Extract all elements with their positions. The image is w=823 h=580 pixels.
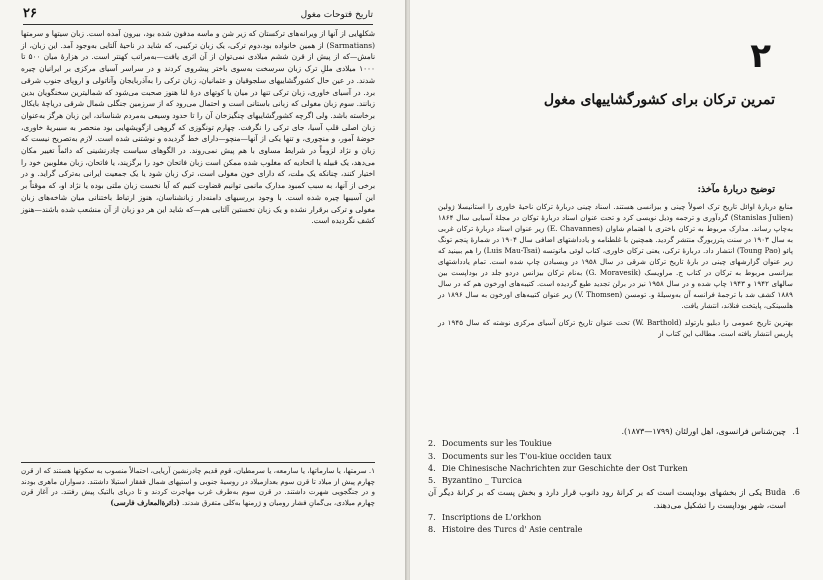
bibliography-item	[428, 524, 800, 536]
right-page	[410, 0, 823, 580]
bibliography-number: 8.	[428, 525, 436, 535]
bibliography-number: 5.	[428, 476, 436, 486]
bibliography-item	[428, 512, 800, 524]
section-body	[438, 201, 793, 339]
bibliography-text: Documents sur les Toukiue	[442, 439, 552, 449]
bibliography-item	[428, 451, 800, 463]
bibliography-item	[428, 475, 800, 487]
bibliography-number: 1.	[792, 427, 800, 436]
bibliography-text: Inscriptions de L'orkhon	[442, 513, 542, 523]
bibliography-notes	[428, 426, 800, 537]
chapter-number: ۲	[750, 36, 771, 76]
footnote-divider	[21, 462, 375, 463]
bibliography-text: چین‌شناس فرانسوی، اهل اورلئان (۱۷۹۹—۱۸۷۳).	[621, 427, 786, 436]
footnote-text: ۱. سرمتها، یا سارماتها، یا سارمعه، یا سرمطیان، قوم قدیم چادرنشین آریایی، احتمالاً منسوب به سکوتها هستند که از قرن چهارم پیش از میلاد تا قرن سوم بعدازمیلاد در روسیهٔ جنوبی و استپهای شمال قفقاز استیلا داشتند. دسواران ماهری بودند و در جنگجویی شهرت داشتند. در قرن سوم به‌طرف غرب مهاجرت کردند و تا دریای بالتیک پیش رفتند. در آغاز قرن چهارم میلادی، بی‌گمانِ فشار رومیان و ژرمنها به‌کلی متفرق شدند.	[21, 466, 375, 507]
chapter-title: تمرین ترکان برای کشورگشاییهای مغول	[543, 92, 775, 108]
body-text: شکلهایی از آنها از ویرانه‌های ترکستان که زیر شن و ماسه مدفون شده بود، بیرون آمده است. زبان سیتها و سرمتها (Sarmatians) از همین خانواده بود،دوم ترکی، یک زبان ترکیبی، که شاید در ناحیهٔ آلتایی به‌وجود آمد. این زبان، از نامش—که از پیش از قرن ششم میلادی نمی‌توان از آن اثری یافت—به‌مراتب کهنتر است. در هزارهٔ میان ۵۰۰ تا ۱۰۰۰ میلادی مللِ ترک زبان سرسخت به‌سوی باختر پیشروی کردند و در سراسر آسیای مرکزی بر ایرانیان چیره شدند. در عین حال کشورگشاییهای سلجوقیان و عثمانیان، زبان ترکی را به‌آذربایجان وآناتولی و اروپای جنوب شرقی برد. در آسیای خاوری، زبان ترکی تنها در میان یا کوتهای درهٔ لنا هنوز صحبت می‌شود که شمالیترین سخنگویان بدین زبانند. سوم زبان مغولی که زبانی باستانی است و احتمال می‌رود که از سرزمین جنگلی شمال شرقی دریاچهٔ بایکال برخاسته باشد. ولی اگرچه کشورگشاییهای چنگیزخان آن را تا حدود وسیعی به‌مردم شناساند، این زبان هرگز به‌عنوان زبان اصلی قلب آسیا، جای ترکی را نگرفت. چهارم تونگوزی که گروهی ازگویشهایی بود منحصر به سیبریهٔ خاوری، حوضهٔ آمور، و منچوری، و تنها یکی از آنها—منچو—دارای خط گردیده و نوشتنی شده است. لازم به‌تصریح نیست که زبان و نژاد لزوماً در شرایط مساوی با هم پیش نمی‌روند. در الگوهای سیاست چادرنشینی که دائماً تغییر مکان می‌دهد، یک قبیله یا اتحادیه که مغلوب شده ممکن است زبان فاتحان خود را برگزیند، یا فاتحان، زبان مغلوبین خود را اختیار کنند، چنانکه یک ملت، که دارای خون مغولی است، ترک زبان شود یا یک جمعیت ایرانی به‌ترکی گراید. و در برخی از آنها، به سبب کمبود مدارک مانمی توانیم قضاوت کنیم که آیا نخست زبان ملتی بوده یا نژاد او، که موقتاً بر این آسیبها چیره شده است. با وجود بررسیهای دامنه‌دار زبانشناسان، هنوز ارتباط باختنانی میان شاخه‌های زبان مغولی و ترکی برقرار نشده و یک زبان نخستین آلتایی هم—که شاید این هر دو زبان از آن منشعب شده باشند—هنوز کشف نگردیده است.	[21, 29, 375, 226]
bibliography-number: 2.	[428, 439, 436, 449]
bibliography-text: Die Chinesische Nachrichten zur Geschichte der Ost Turken	[442, 463, 688, 473]
left-page	[0, 0, 407, 580]
footnote	[21, 466, 375, 508]
bibliography-number: 7.	[428, 513, 436, 523]
bibliography-item	[428, 463, 800, 475]
footnote-source: (دائرةالمعارف فارسی)	[110, 497, 180, 507]
bibliography-number: 4.	[428, 463, 436, 473]
bibliography-item	[428, 438, 800, 450]
section-paragraph-1: منابع دربارهٔ اوائل تاریخ ترک اصولاً چینی و بیزانسی هستند. اسناد چینی دربارهٔ ترکان ناحیهٔ خاوری را استانیسلا ژولین (Stanislas Julien) گردآوری و ترجمه وذیل نویسی کرد و تحت عنوان اسناد دربارهٔ توکان در مجلهٔ آسیایی سال ۱۸۶۴ به‌چاپ رساند. مدارک مربوط به ترکان باختری با اهتمام شاوان (E. Chavannes) زیر عنوان اسناد دربارهٔ ترکان غربی به سال ۱۹۰۳ در سنت پترزبورگ منتشر گردید. همچنین با غلطنامه و یادداشتهای اضافی سال ۱۹۰۴ در شمارهٔ پنجم تونگ پائو (Toung Pao) انتشار داد. دربارهٔ ترکی، یعنی ترکان خاوری، کتاب لوئی ماتوتسه (Luis Mau-Tsai) را هم ببینید که زیر عنوان گزارشهای چینی در بارهٔ تاریخ ترکان شرقی در سال ۱۹۵۸ در ویسبادن چاپ شده است. تمام یادداشتهای بیزانسی مربوط به ترکان در کتاب ج. مراویسک (G. Moravesik) به‌نام ترکان بیزانس دردو جلد در بوداپست بین سالهای ۱۹۴۲ و ۱۹۴۳ چاپ شده و در سال ۱۹۵۸ نیز در برلن تجدید طبع گردیده است. کتیبه‌های اورخون هم که در سال ۱۸۸۹ کشف شد با ترجمهٔ فرانسه آن به‌وسیلهٔ و. تومسن (V. Thomsen) زیر عنوان کتیبه‌های اورخون به سال ۱۸۹۶ در هلسینکی، پایتخت فنلاند، انتشار یافت.	[438, 202, 793, 310]
running-title: تاریخ فتوحات مغول	[300, 10, 373, 20]
section-heading: توضیح دربارهٔ مآخذ:	[697, 184, 775, 195]
bibliography-number: 3.	[428, 451, 436, 461]
running-head	[23, 6, 373, 25]
bibliography-item	[428, 487, 800, 512]
bibliography-number: 6.	[792, 488, 800, 498]
bibliography-text: Documents sur les T'ou-kiue occiden taux	[442, 451, 612, 461]
section-paragraph-2: بهترین تاریخ عمومی را دبلیو بارتولد (W. Barthold) تحت عنوان تاریخ ترکان آسیای مرکزی نوشته که سال ۱۹۴۵ در پاریس انتشار یافته است. مطالب این کتاب از	[438, 318, 793, 338]
page-number: ۲۶	[23, 6, 37, 21]
bibliography-text: Byzantino _ Turcica	[442, 476, 522, 486]
bibliography-item	[428, 426, 800, 438]
bibliography-text: Buda یکی از بخشهای بوداپست است که بر کرانهٔ رود دانوب قرار دارد و بخش پست که بر کرانهٔ دیگر آن است، شهر بوداپست را تشکیل می‌دهند.	[428, 488, 786, 510]
bibliography-text: Histoire des Turcs d' Asie centrale	[442, 525, 583, 535]
